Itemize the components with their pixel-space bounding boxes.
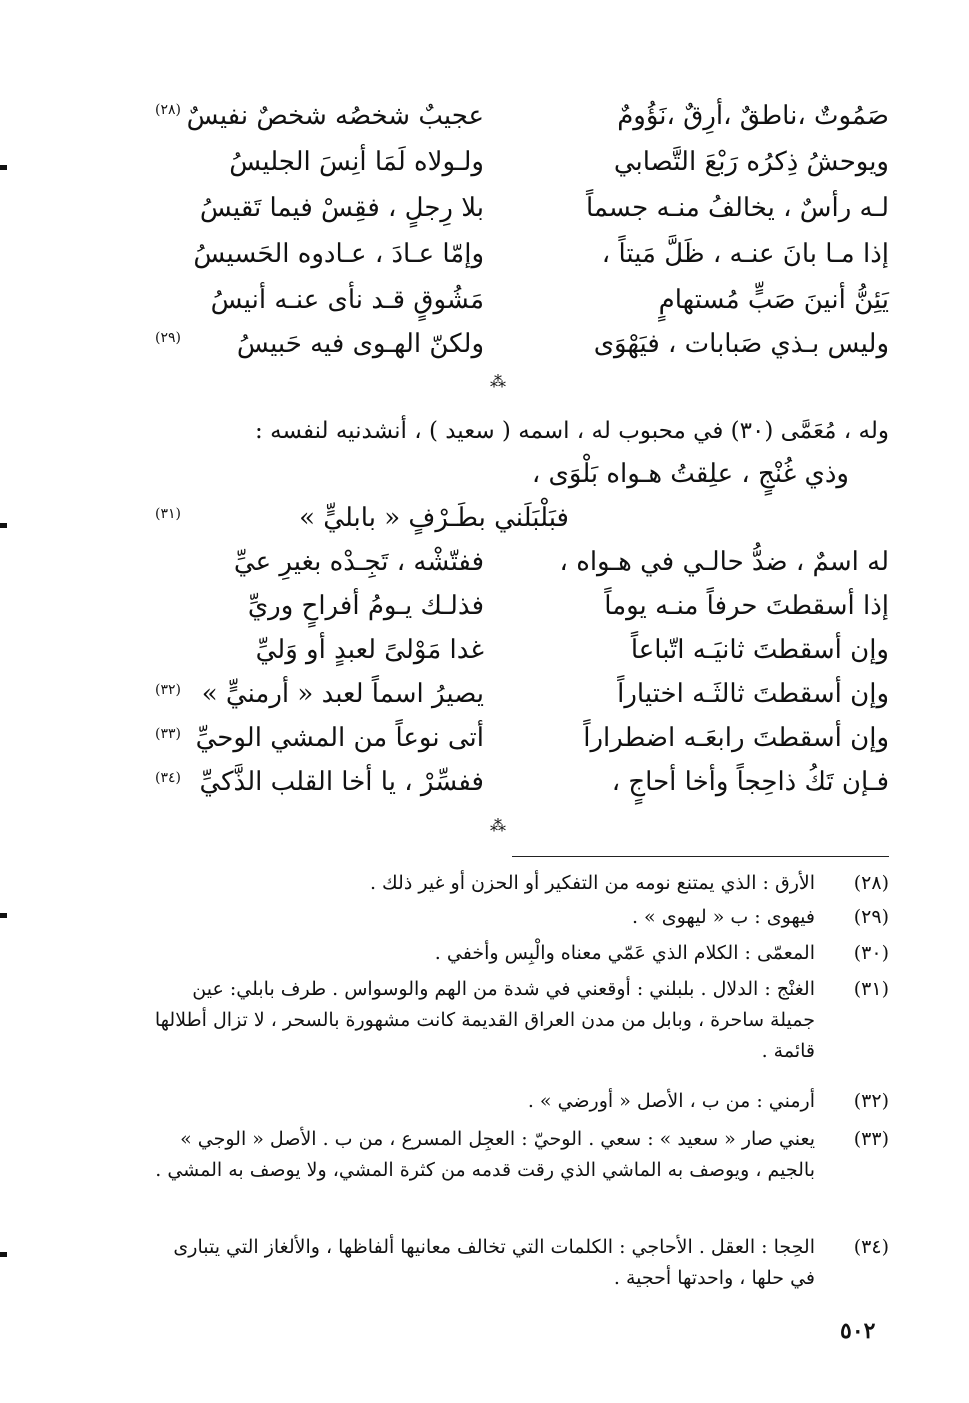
footnote-ref: (٢٨) bbox=[155, 102, 181, 118]
section-divider-stars: ⁂ bbox=[490, 816, 504, 835]
footnote-ref: (٣٢) bbox=[155, 682, 181, 698]
footnote-number: (٣١) bbox=[853, 978, 889, 1000]
section-divider-stars: ⁂ bbox=[490, 372, 504, 391]
verse-left-hemistich: وإمّا عـادَ ، عـادوه الحَسيسُ bbox=[193, 239, 484, 269]
footnote-number: (٣٢) bbox=[853, 1090, 889, 1112]
footnote-number: (٣٤) bbox=[853, 1236, 889, 1258]
footnote-text: الأرق : الذي يمتنع نومه من التفكير أو الحزن أو غير ذلك . bbox=[369, 872, 815, 894]
footnote-text: الحِجا : العقل . الأحاجي : الكلمات التي تخالف معانيها ألفاظها ، والألغاز التي يتبارى في حلها ، واحدتها أحجية . bbox=[173, 1236, 815, 1289]
footnote bbox=[144, 974, 889, 1067]
verse-right-hemistich: يَئِنُّ أنينَ صَبٍّ مُستهامٍ bbox=[658, 285, 889, 315]
verse-right-hemistich: إذا مـا بانَ عنـه ، ظَلَّ مَيتاً ، bbox=[601, 239, 889, 269]
verse-right-hemistich: وإن أسقطتَ رابعَـه اضطراراً bbox=[583, 723, 889, 753]
footnote-number: (٢٨) bbox=[853, 872, 889, 894]
footnote-text: فيهوى : ب « ليهوى » . bbox=[631, 906, 815, 928]
verse-opening-left: فبَلْبَلَني بطَـرْفٍ « بابليٍّ » bbox=[299, 503, 569, 533]
binding-mark bbox=[0, 165, 7, 170]
page-number: ٥٠٢ bbox=[840, 1318, 876, 1344]
footnote bbox=[144, 902, 889, 933]
verse-left-hemistich: عجيبٌ شخصُه شخصٌ نفيسٌ bbox=[186, 101, 484, 131]
footnote bbox=[144, 1086, 889, 1117]
verse-left-hemistich: ولـولاه لَمَا أنِسَ الجليسُ bbox=[229, 147, 484, 177]
verse-right-hemistich: فـإن تَكُ ذاحِجاً وأخا أحاجٍ ، bbox=[611, 767, 889, 797]
footnote bbox=[144, 868, 889, 899]
footnote-number: (٣٣) bbox=[853, 1128, 889, 1150]
verse-right-hemistich: وإن أسقطتَ ثانيَـه اتّباعاً bbox=[630, 635, 889, 665]
intro-line: وله ، مُعَمَّى (٣٠) في محبوب له ، اسمه ( سعيد ) ، أنشدنيه لنفسه : bbox=[255, 418, 889, 444]
binding-mark bbox=[0, 913, 7, 918]
verse-right-hemistich: صَمُوتٌ ،ناطقٌ ،أرِقٌ ،نَؤُومٌ bbox=[617, 101, 889, 131]
footnote bbox=[144, 1232, 889, 1294]
verse-opening-right: وذي غُنْجٍ ، علِقتُ هـواه بَلْوَى ، bbox=[531, 459, 849, 489]
verse-right-hemistich: له اسمٌ ، ضدُّ حالـي في هـواه ، bbox=[559, 547, 889, 577]
verse-left-hemistich: مَشُوقٍ قـد نأى عنـه أنيسُ bbox=[210, 285, 484, 315]
verse-left-hemistich: يصيرُ اسماً لعبد « أرمنيٍّ » bbox=[201, 679, 484, 709]
verse-left-hemistich: غدا مَوْلىً لعبدٍ أو وَليِّ bbox=[255, 635, 484, 665]
footnote-ref: (٢٩) bbox=[155, 330, 181, 346]
verse-left-hemistich: ففسِّرْ ، يا أخا القلب الذَّكيِّ bbox=[199, 767, 484, 797]
footnote-text: أرمني : من ب ، الأصل « أورضي » . bbox=[527, 1090, 815, 1112]
binding-mark bbox=[0, 523, 7, 528]
verse-left-hemistich: فذلـك يـومُ أفراحٍ وريِّ bbox=[247, 591, 484, 621]
footnote bbox=[144, 1124, 889, 1186]
footnote-ref: (٣١) bbox=[155, 506, 181, 522]
verse-right-hemistich: وإن أسقطتَ ثالثَـه اختياراً bbox=[617, 679, 889, 709]
footnote-number: (٢٩) bbox=[853, 906, 889, 928]
footnote-text: المعمّى : الكلام الذي عَمّي معناه والْبِس وأخفي . bbox=[434, 942, 815, 964]
footnote-text: يعني صار « سعيد » : سعي . الوحيّ : العجِل المسرع ، من ب . الأصل « الوجي » بالجيم ، ويوصف به الماشي الذي رقت قدمه من كثرة المشي، ولا يوصف به المشي . bbox=[155, 1128, 815, 1181]
verse-right-hemistich: ويوحشُ ذِكرُه رَبْعَ التَّصابي bbox=[613, 147, 889, 177]
verse-left-hemistich: ولكنّ الهـوى فيه حَبيسُ bbox=[236, 329, 484, 359]
footnote-text: الغنْج : الدلال . بلبلني : أوقعني في شدة من الهم والوسواس . طرف بابلي: عين جميلة ساحرة ، وبابل من مدن العراق القديمة كانت مشهورة بالسحر ، لا تزال أطلالها قائمة . bbox=[154, 978, 815, 1062]
verse-left-hemistich: أتى نوعاً من المشي الوحيِّ bbox=[195, 723, 484, 753]
verse-left-hemistich: ففتّشْه ، تَجِـدْه بغيرِ عيِّ bbox=[233, 547, 484, 577]
footnote-number: (٣٠) bbox=[853, 942, 889, 964]
footnote-separator bbox=[512, 856, 889, 857]
footnote-ref: (٣٣) bbox=[155, 726, 181, 742]
footnote-ref: (٣٤) bbox=[155, 770, 181, 786]
verse-right-hemistich: لـه رأسٌ ، يخالفُ منـه جسماً bbox=[585, 193, 889, 223]
binding-mark bbox=[0, 1252, 7, 1257]
verse-left-hemistich: بلا رِجلٍ ، فقِسْ فيما تَقيسُ bbox=[199, 193, 484, 223]
footnote bbox=[144, 938, 889, 969]
verse-right-hemistich: إذا أسقطتَ حرفاً منـه يوماً bbox=[604, 591, 889, 621]
verse-right-hemistich: وليس بـذي صَبابات ، فيَهْوَى bbox=[593, 329, 889, 359]
